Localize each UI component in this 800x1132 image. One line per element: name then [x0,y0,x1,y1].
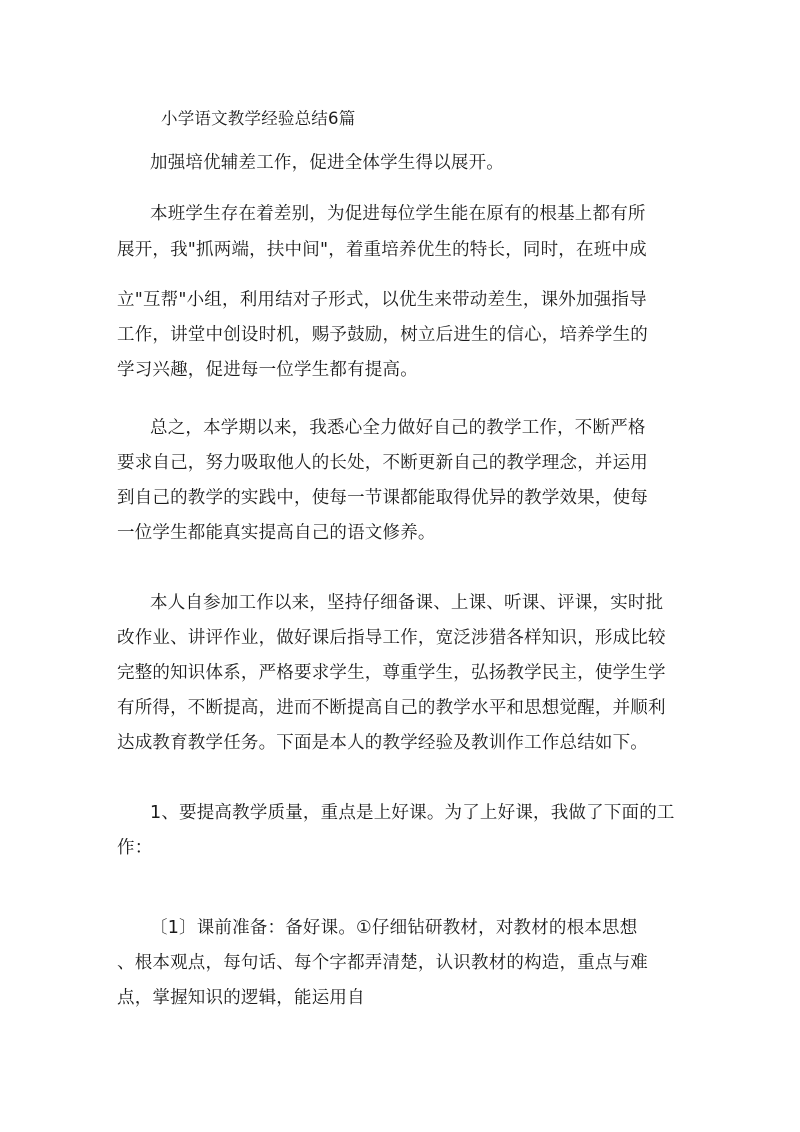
paragraph-line: 〔1〕课前准备：备好课。①仔细钻研教材，对教材的根本思想 [150,918,638,938]
paragraph-line: 一位学生都能真实提高自己的语文修养。 [117,523,436,543]
document-title: 小学语文教学经验总结6篇 [161,109,356,128]
paragraph-line: 加强培优辅差工作，促进全体学生得以展开。 [150,153,504,173]
paragraph-line: 完整的知识体系，严格要求学生，尊重学生，弘扬教学民主，使学生学 [117,663,666,683]
paragraph-line: 作： [117,838,153,858]
paragraph-line: 总之，本学期以来，我悉心全力做好自己的教学工作，不断严格 [150,418,646,438]
paragraph-line: 到自己的教学的实践中，使每一节课都能取得优异的教学效果，使每 [117,488,648,508]
paragraph-line: 改作业、讲评作业，做好课后指导工作，宽泛涉猎各样知识，形成比较 [117,628,666,648]
paragraph-line: 工作，讲堂中创设时机，赐予鼓励，树立后进生的信心，培养学生的 [117,325,648,345]
paragraph-line: 点，掌握知识的逻辑，能运用自 [117,988,365,1008]
paragraph-line: 展开，我"抓两端，扶中间"，着重培养优生的特长，同时，在班中成 [117,240,647,260]
paragraph-line: 、根本观点，每句话、每个字都弄清楚，认识教材的构造，重点与难 [117,953,648,973]
paragraph-line: 1、要提高教学质量，重点是上好课。为了上好课，我做了下面的工 [150,803,675,823]
paragraph-line: 要求自己，努力吸取他人的长处，不断更新自己的教学理念，并运用 [117,453,648,473]
paragraph-line: 本班学生存在着差别，为促进每位学生能在原有的根基上都有所 [150,204,646,224]
paragraph-line: 学习兴趣，促进每一位学生都有提高。 [117,360,418,380]
paragraph-line: 达成教育教学任务。下面是本人的教学经验及教训作工作总结如下。 [117,733,648,753]
paragraph-line: 立"互帮"小组，利用结对子形式，以优生来带动差生，课外加强指导 [117,290,647,310]
paragraph-line: 本人自参加工作以来，坚持仔细备课、上课、听课、评课，实时批 [150,593,664,613]
paragraph-line: 有所得，不断提高，进而不断提高自己的教学水平和思想觉醒，并顺利 [117,698,666,718]
